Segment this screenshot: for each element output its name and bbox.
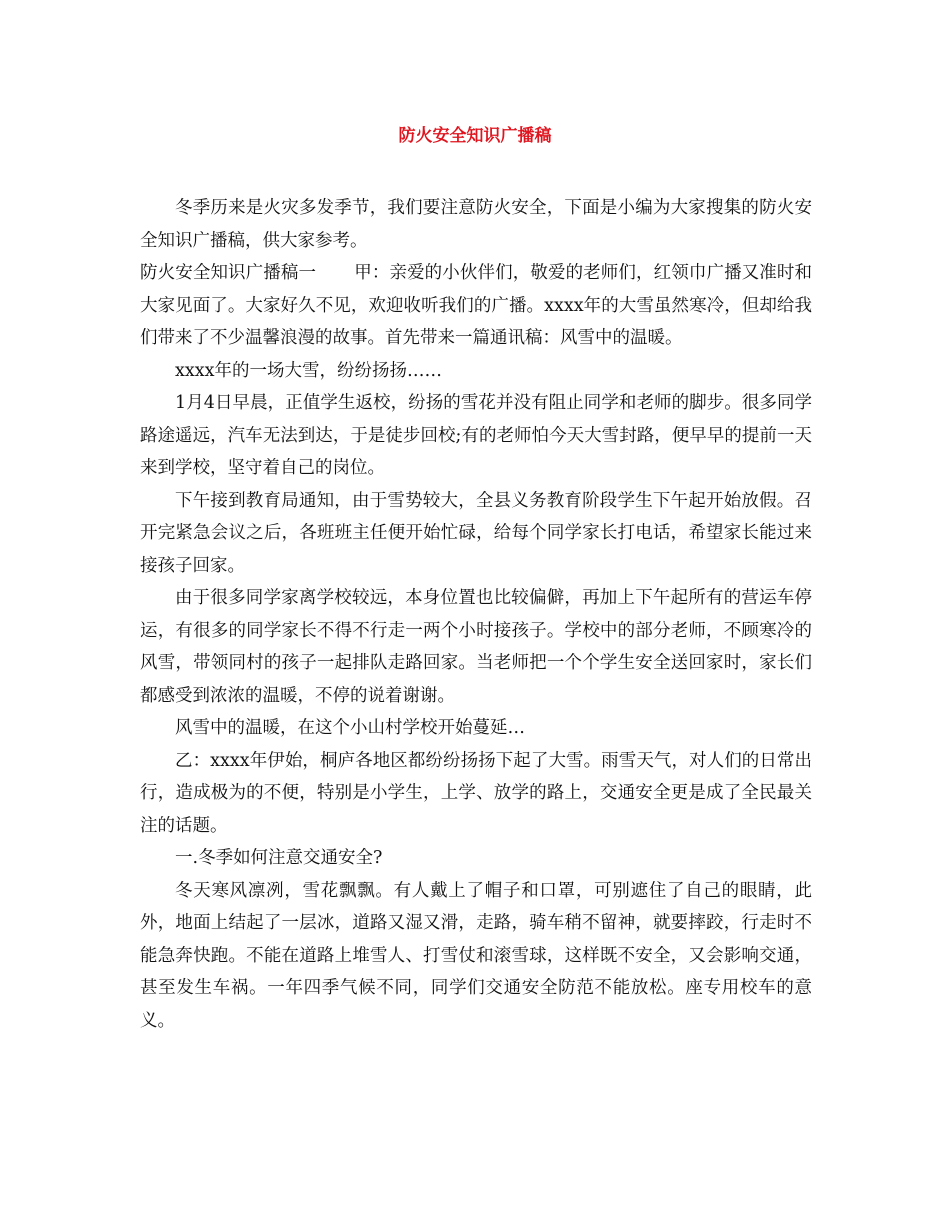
paragraph-warmth-spreads: 风雪中的温暖，在这个小山村学校开始蔓延…	[175, 718, 525, 738]
paragraph-winter-safety: 冬天寒风凛冽，雪花飘飘。有人戴上了帽子和口罩，可别遮住了自己的眼睛，此外，地面上结起了一层冰，道路又湿又滑，走路，骑车稍不留神，就要摔跤，行走时不能急奔快跑。不能在道路上堆雪人、打雪仗和滚雪球，这样既不安全，又会影响交通，甚至发生车祸。一年四季气候不同，同学们交通安全防范不能放松。座专用校车的意义。	[140, 880, 812, 1031]
document-body	[140, 192, 812, 1037]
paragraph-snow-intro: xxxx年的一场大雪，纷纷扬扬……	[175, 360, 442, 381]
paragraph-walking-home: 由于很多同学家离学校较远，本身位置也比较偏僻，再加上下午起所有的营运车停运，有很多的同学家长不得不行走一两个小时接孩子。学校中的部分老师，不顾寒冷的风雪，带领同村的孩子一起排队走路回家。当老师把一个个学生安全送回家时，家长们都感受到浓浓的温暖，不停的说着谢谢。	[140, 588, 812, 706]
document-title: 防火安全知识广播稿	[398, 126, 552, 146]
paragraph-intro: 冬季历来是火灾多发季节，我们要注意防火安全，下面是小编为大家搜集的防火安全知识广播稿，供大家参考。	[140, 198, 812, 251]
paragraph-afternoon-notice: 下午接到教育局通知，由于雪势较大，全县义务教育阶段学生下午起开始放假。召开完紧急会议之后，各班班主任便开始忙碌，给每个同学家长打电话，希望家长能过来接孩子回家。	[140, 490, 812, 576]
paragraph-jia-text: 甲：亲爱的小伙伴们，敬爱的老师们，红领巾广播又准时和大家见面了。大家好久不见，欢迎收听我们的广播。xxxx年的大雪虽然寒冷，但却给我们带来了不少温馨浪漫的故事。首先带来一篇通讯稿：风雪中的温暖。	[140, 263, 813, 348]
paragraph-traffic-heading: 一.冬季如何注意交通安全?	[175, 848, 383, 868]
paragraph-yi-text: 乙：xxxx年伊始，桐庐各地区都纷纷扬扬下起了大雪。雨雪天气，对人们的日常出行，造成极为的不便，特别是小学生，上学、放学的路上，交通安全更是成了全民最关注的话题。	[140, 750, 812, 836]
section-heading: 防火安全知识广播稿一	[140, 263, 317, 283]
paragraph-broadcast-opening	[140, 257, 812, 355]
paragraph-jan-4: 1月4日早晨，正值学生返校，纷扬的雪花并没有阻止同学和老师的脚步。很多同学路途遥远，汽车无法到达，于是徒步回校;有的老师怕今天大雪封路，便早早的提前一天来到学校，坚守着自己的岗位。	[140, 393, 812, 478]
